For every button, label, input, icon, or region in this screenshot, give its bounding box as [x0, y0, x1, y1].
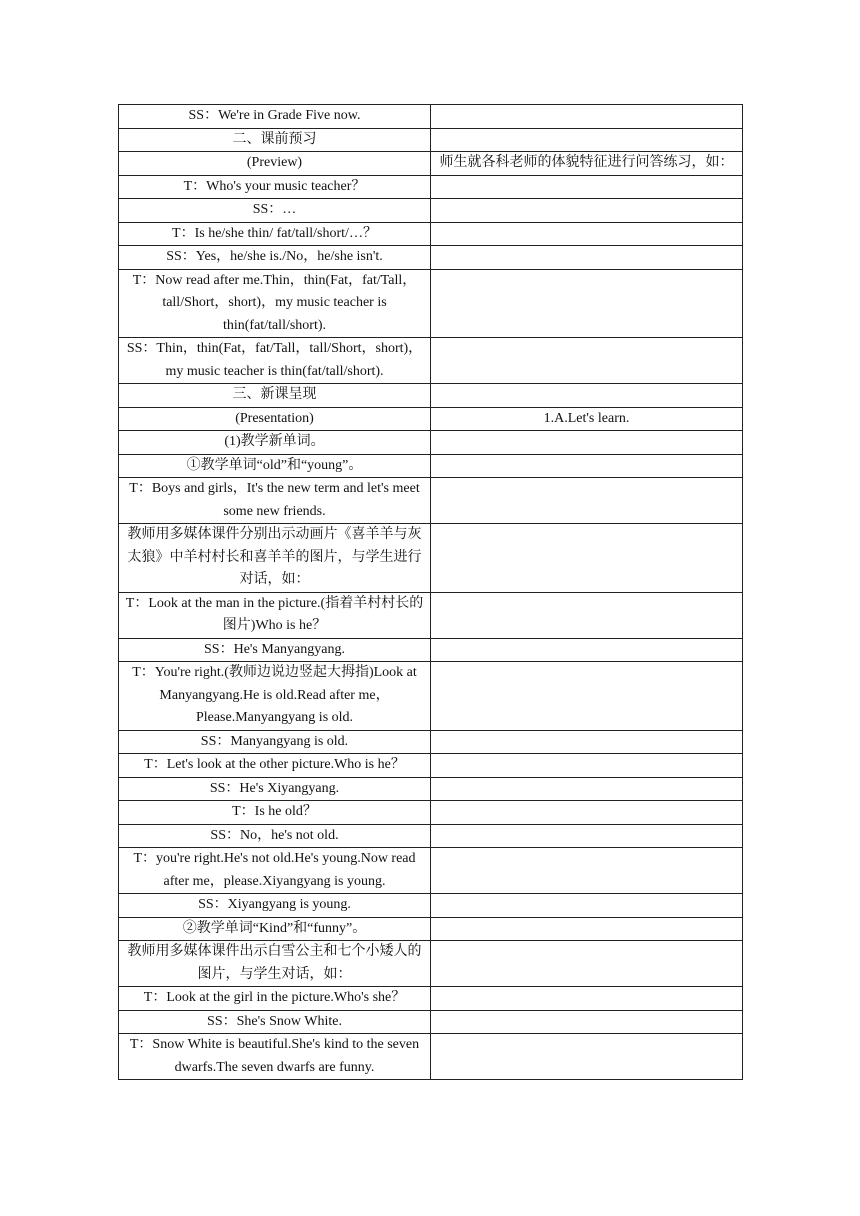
left-cell: SS：Yes，he/she is./No，he/she isn't.	[119, 246, 431, 270]
right-cell	[431, 941, 743, 987]
left-cell: SS：Thin，thin(Fat，fat/Tall，tall/Short，short)，my music teacher is thin(fat/tall/short).	[119, 338, 431, 384]
right-cell: 1.A.Let's learn.	[431, 407, 743, 431]
left-cell: T：You're right.(教师边说边竖起大拇指)Look at Manyangyang.He is old.Read after me，Please.Manyangyang is old.	[119, 662, 431, 731]
table-row	[119, 917, 743, 941]
right-cell	[431, 105, 743, 129]
left-cell: ②教学单词“Kind”和“funny”。	[119, 917, 431, 941]
left-cell: SS：…	[119, 199, 431, 223]
right-cell	[431, 338, 743, 384]
right-cell	[431, 592, 743, 638]
left-cell: (Preview)	[119, 152, 431, 176]
right-cell	[431, 454, 743, 478]
lesson-plan-table	[118, 104, 743, 1080]
left-cell: T：Is he/she thin/ fat/tall/short/…？	[119, 222, 431, 246]
table-row	[119, 894, 743, 918]
right-cell	[431, 987, 743, 1011]
left-cell: T：you're right.He's not old.He's young.Now read after me，please.Xiyangyang is young.	[119, 848, 431, 894]
table-row	[119, 431, 743, 455]
right-cell: 师生就各科老师的体貌特征进行问答练习，如：	[431, 152, 743, 176]
right-cell	[431, 269, 743, 338]
table-row	[119, 454, 743, 478]
table-row	[119, 730, 743, 754]
right-cell	[431, 199, 743, 223]
table-row	[119, 152, 743, 176]
left-cell: T：Let's look at the other picture.Who is he？	[119, 754, 431, 778]
table-row	[119, 754, 743, 778]
right-cell	[431, 222, 743, 246]
table-row	[119, 199, 743, 223]
right-cell	[431, 824, 743, 848]
right-cell	[431, 894, 743, 918]
left-cell: T：Snow White is beautiful.She's kind to the seven dwarfs.The seven dwarfs are funny.	[119, 1034, 431, 1080]
right-cell	[431, 384, 743, 408]
right-cell	[431, 848, 743, 894]
right-cell	[431, 638, 743, 662]
table-row	[119, 407, 743, 431]
table-row	[119, 638, 743, 662]
left-cell: 教师用多媒体课件分别出示动画片《喜羊羊与灰太狼》中羊村村长和喜羊羊的图片，与学生进行对话，如：	[119, 524, 431, 593]
right-cell	[431, 662, 743, 731]
left-cell: SS：Manyangyang is old.	[119, 730, 431, 754]
table-row	[119, 592, 743, 638]
left-cell: SS：She's Snow White.	[119, 1010, 431, 1034]
table-row	[119, 1010, 743, 1034]
left-cell: SS：Xiyangyang is young.	[119, 894, 431, 918]
table-row	[119, 175, 743, 199]
left-cell: T：Is he old？	[119, 801, 431, 825]
left-cell: SS：He's Xiyangyang.	[119, 777, 431, 801]
right-cell	[431, 801, 743, 825]
left-cell: SS：No，he's not old.	[119, 824, 431, 848]
table-row	[119, 1034, 743, 1080]
right-cell	[431, 128, 743, 152]
table-row	[119, 478, 743, 524]
left-cell: (Presentation)	[119, 407, 431, 431]
right-cell	[431, 730, 743, 754]
table-row	[119, 338, 743, 384]
left-cell: SS：We're in Grade Five now.	[119, 105, 431, 129]
table-row	[119, 269, 743, 338]
right-cell	[431, 777, 743, 801]
left-cell: (1)教学新单词。	[119, 431, 431, 455]
left-cell: T：Boys and girls，It's the new term and let's meet some new friends.	[119, 478, 431, 524]
left-cell: 教师用多媒体课件出示白雪公主和七个小矮人的图片，与学生对话，如：	[119, 941, 431, 987]
right-cell	[431, 175, 743, 199]
right-cell	[431, 478, 743, 524]
right-cell	[431, 246, 743, 270]
left-cell: T：Look at the girl in the picture.Who's she？	[119, 987, 431, 1011]
right-cell	[431, 754, 743, 778]
table-row	[119, 246, 743, 270]
table-row	[119, 777, 743, 801]
table-row	[119, 801, 743, 825]
right-cell	[431, 431, 743, 455]
table-row	[119, 941, 743, 987]
table-row	[119, 128, 743, 152]
table-row	[119, 662, 743, 731]
left-cell: SS：He's Manyangyang.	[119, 638, 431, 662]
table-row	[119, 222, 743, 246]
table-row	[119, 824, 743, 848]
left-cell: ①教学单词“old”和“young”。	[119, 454, 431, 478]
left-cell: T：Who's your music teacher？	[119, 175, 431, 199]
left-cell: 三、新课呈现	[119, 384, 431, 408]
right-cell	[431, 1010, 743, 1034]
table-row	[119, 987, 743, 1011]
table-row	[119, 384, 743, 408]
left-cell: T：Look at the man in the picture.(指着羊村村长的图片)Who is he？	[119, 592, 431, 638]
right-cell	[431, 1034, 743, 1080]
left-cell: T：Now read after me.Thin，thin(Fat，fat/Tall，tall/Short，short)，my music teacher is thin(fat/tall/short).	[119, 269, 431, 338]
table-row	[119, 524, 743, 593]
right-cell	[431, 524, 743, 593]
lesson-plan-rows	[119, 105, 743, 1080]
table-row	[119, 105, 743, 129]
table-row	[119, 848, 743, 894]
right-cell	[431, 917, 743, 941]
left-cell: 二、课前预习	[119, 128, 431, 152]
